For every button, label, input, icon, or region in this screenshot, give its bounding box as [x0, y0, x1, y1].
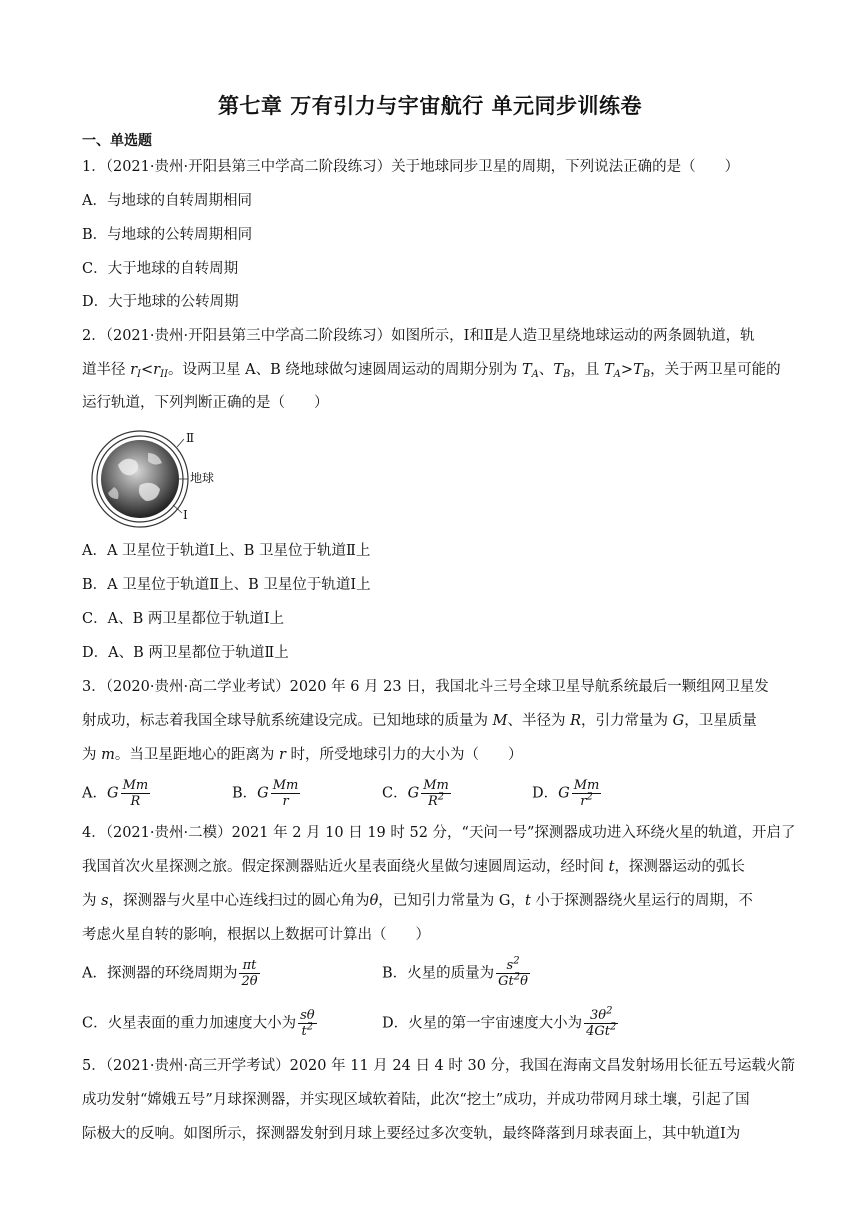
q4-option-a[interactable]: A．探测器的环绕周期为 $\frac{\pi t}{2\theta}$ [82, 958, 258, 989]
q4-stem-line3: 为 s，探测器与火星中心连线扫过的圆心角为θ，已知引力常量为 G，t 小于探测器绕火星运行的周期，不 [82, 893, 753, 909]
figure-label-orbit-ii: Ⅱ [186, 431, 195, 445]
q3-stem-line1: 3．（2020·贵州·高二学业考试）2020 年 6 月 23 日，我国北斗三号全球卫星导航系统最后一颗组网卫星发 [82, 679, 769, 695]
q3-stem-line2: 射成功，标志着我国全球导航系统建设完成。已知地球的质量为 M、半径为 R，引力常量为 G，卫星质量 [82, 713, 757, 729]
q3-stem-line3: 为 m。当卫星距地心的距离为 r 时，所受地球引力的大小为（ ） [82, 747, 523, 763]
q4-option-d[interactable]: D．火星的第一宇宙速度大小为 $\frac{3\theta^2}{4Gt^2}$ [382, 1005, 617, 1039]
section-heading: 一、单选题 [82, 133, 152, 149]
q2-option-b[interactable]: B．A 卫星位于轨道Ⅱ上、B 卫星位于轨道Ⅰ上 [82, 577, 371, 593]
q3-option-c[interactable]: C．G $\frac{Mm}{R^2}$ [382, 778, 449, 809]
q5-stem-line2: 成功发射“嫦娥五号”月球探测器，并实现区域软着陆，此次“挖土”成功，并成功带网月球土壤，引起了国 [82, 1092, 750, 1108]
q1-stem: 1．（2021·贵州·开阳县第三中学高二阶段练习）关于地球同步卫星的周期，下列说法正确的是（ ） [82, 159, 740, 175]
q5-stem-line3: 际极大的反响。如图所示，探测器发射到月球上要经过多次变轨，最终降落到月球表面上，其中轨道Ⅰ为 [82, 1126, 741, 1142]
q2-stem-line1: 2．（2021·贵州·开阳县第三中学高二阶段练习）如图所示，Ⅰ和Ⅱ是人造卫星绕地球运动的两条圆轨道，轨 [82, 328, 755, 344]
page-title: 第七章 万有引力与宇宙航行 单元同步训练卷 [217, 94, 643, 118]
q4-stem-line4: 考虑火星自转的影响，根据以上数据可计算出（ ） [82, 927, 430, 943]
q2-option-c[interactable]: C．A、B 两卫星都位于轨道Ⅰ上 [82, 611, 285, 627]
q2-stem-line3: 运行轨道，下列判断正确的是（ ） [82, 395, 329, 411]
q5-stem-line1: 5．（2021·贵州·高三开学考试）2020 年 11 月 24 日 4 时 30 分，我国在海南文昌发射场用长征五号运载火箭 [82, 1058, 796, 1074]
q3-option-a[interactable]: A．G $\frac{Mm}{R}$ [82, 778, 149, 809]
earth-globe [101, 440, 179, 518]
q4-stem-line1: 4．（2021·贵州·二模）2021 年 2 月 10 日 19 时 52 分，“天问一号”探测器成功进入环绕火星的轨道，开启了 [82, 825, 796, 841]
figure-label-orbit-i: Ⅰ [183, 508, 188, 522]
q2-option-d[interactable]: D．A、B 两卫星都位于轨道Ⅱ上 [82, 645, 289, 661]
q2-stem-line2: 道半径 $r_I<r_{II}$。设两卫星 A、B 绕地球做匀速圆周运动的周期分别为 $T_A$、$T_B$，且 $T_A>T_B$，关于两卫星可能的 [82, 362, 781, 380]
q1-option-b[interactable]: B．与地球的公转周期相同 [82, 227, 253, 243]
q4-stem-line2: 我国首次火星探测之旅。假定探测器贴近火星表面绕火星做匀速圆周运动，经时间 t，探测器运动的弧长 [82, 859, 745, 875]
figure-label-earth: 地球 [190, 471, 215, 485]
q1-option-c[interactable]: C．大于地球的自转周期 [82, 261, 239, 277]
q3-option-b[interactable]: B．G $\frac{Mm}{r}$ [232, 778, 299, 809]
q3-option-d[interactable]: D．G $\frac{Mm}{r^2}$ [532, 778, 600, 809]
q2-option-a[interactable]: A．A 卫星位于轨道Ⅰ上、B 卫星位于轨道Ⅱ上 [82, 543, 371, 559]
q4-option-b[interactable]: B．火星的质量为 $\frac{s^2}{Gt^2\theta}$ [382, 955, 528, 989]
q1-option-a[interactable]: A．与地球的自转周期相同 [82, 193, 252, 209]
q4-option-c[interactable]: C．火星表面的重力加速度大小为 $\frac{s\theta}{t^2}$ [82, 1008, 315, 1039]
q1-option-d[interactable]: D．大于地球的公转周期 [82, 294, 239, 310]
